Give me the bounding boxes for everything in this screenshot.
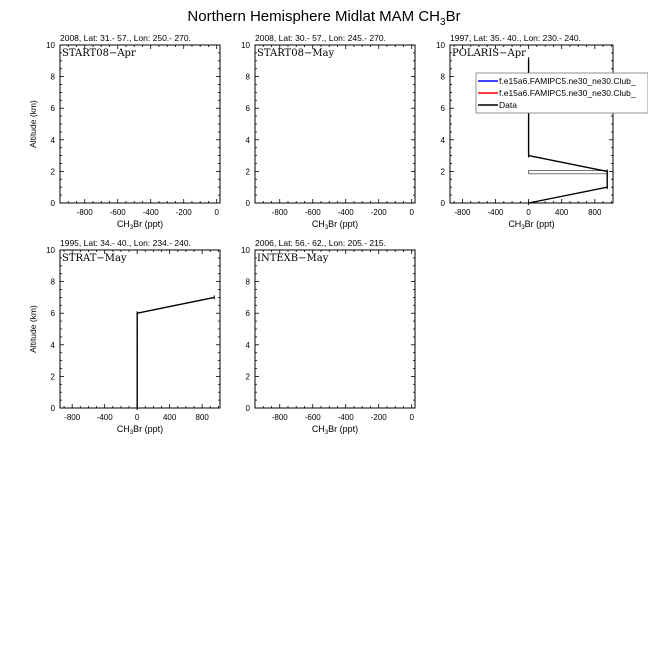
panel-1-ytick-label: 8 xyxy=(50,72,55,82)
panel-2-ytick-label: 0 xyxy=(245,199,250,208)
panel-1-xtick-label: -600 xyxy=(109,208,126,217)
panel-2-ytick-label: 6 xyxy=(245,104,250,114)
panel-2-xtick-label: -200 xyxy=(370,208,387,217)
panel-4-ytick-label: 0 xyxy=(50,404,55,413)
panel-4-xtick-label: 800 xyxy=(195,413,209,422)
panel-4-ylabel: Altitude (km) xyxy=(28,305,38,353)
panel-4-ytick-label: 10 xyxy=(46,246,55,255)
panel-5-xlabel: $CH_3Br$ (ppt) xyxy=(311,424,359,436)
panel-3-frame xyxy=(450,45,613,203)
panel-2-xtick-label: 0 xyxy=(409,208,414,217)
panel-3-ytick-label: 4 xyxy=(440,135,445,145)
panel-5-campaign: INTEXB−May xyxy=(257,253,329,264)
panel-4-series-1-line xyxy=(137,297,214,408)
panel-2-ytick-label: 8 xyxy=(245,72,250,82)
panel-4-frame xyxy=(60,250,220,408)
panel-1-ytick-label: 10 xyxy=(46,41,55,50)
panel-2-xlabel: $CH_3Br$ (ppt) xyxy=(311,219,359,231)
panel-2-ytick-label: 2 xyxy=(245,167,250,177)
panel-3-legend-label: Data xyxy=(499,100,517,110)
panel-3-ytick-label: 8 xyxy=(440,72,445,82)
figure-title-main: Northern Hemisphere Midlat MAM CH xyxy=(187,8,440,25)
panel-5-xtick-label: -600 xyxy=(304,413,321,422)
panel-1-xtick-label: -400 xyxy=(142,208,159,217)
panel-3-header: 1997, Lat: 35.- 40., Lon: 230.- 240. xyxy=(450,33,581,43)
panel-4-ytick-label: 2 xyxy=(50,372,55,382)
panel-3-legend-label: f.e15a6.FAMIPC5.ne30_ne30.Club_ xyxy=(499,88,636,98)
panel-3-campaign: POLARIS−Apr xyxy=(452,48,526,59)
panel-2-xtick-label: -600 xyxy=(304,208,321,217)
panel-3-xtick-label: 0 xyxy=(526,208,531,217)
panel-1-xtick-label: -800 xyxy=(76,208,93,217)
panel-4-xtick-label: -800 xyxy=(64,413,81,422)
panel-5-ytick-label: 4 xyxy=(245,340,250,350)
panel-4-xlabel: $CH_3Br$ (ppt) xyxy=(116,424,164,436)
panel-1-ytick-label: 6 xyxy=(50,104,55,114)
panel-2-ytick-label: 4 xyxy=(245,135,250,145)
panel-4-ytick-label: 8 xyxy=(50,277,55,287)
panel-5-xtick-label: -400 xyxy=(337,413,354,422)
panel-5-ytick-label: 2 xyxy=(245,372,250,382)
panel-3-xtick-label: 400 xyxy=(555,208,569,217)
panel-1-header: 2008, Lat: 31.- 57., Lon: 250.- 270. xyxy=(60,33,191,43)
panel-3-ytick-label: 6 xyxy=(440,104,445,114)
panel-3-xtick-label: -400 xyxy=(487,208,504,217)
panel-4-ytick-label: 4 xyxy=(50,340,55,350)
panel-1-frame xyxy=(60,45,220,203)
panel-4-campaign: STRAT−May xyxy=(62,253,127,264)
figure-title-subscript: 3 xyxy=(440,17,446,28)
panel-1-ytick-label: 0 xyxy=(50,199,55,208)
panel-4-xtick-label: -400 xyxy=(96,413,113,422)
panel-3-legend-label: f.e15a6.FAMIPC5.ne30_ne30.Club_ xyxy=(499,76,636,86)
panel-5-xtick-label: -800 xyxy=(271,413,288,422)
panel-5-ytick-label: 0 xyxy=(245,404,250,413)
panel-1-xtick-label: 0 xyxy=(214,208,219,217)
panel-3-ytick-label: 10 xyxy=(436,41,445,50)
panel-5-ytick-label: 6 xyxy=(245,309,250,319)
panel-1-ytick-label: 2 xyxy=(50,167,55,177)
panel-5-header: 2006, Lat: 56.- 62., Lon: 205.- 215. xyxy=(255,238,386,248)
panel-5-ytick-label: 10 xyxy=(241,246,250,255)
panel-1-xtick-label: -200 xyxy=(175,208,192,217)
panel-3-xtick-label: -800 xyxy=(454,208,471,217)
panel-3-xlabel: $CH_3Br$ (ppt) xyxy=(508,219,555,231)
panel-4-xtick-label: 400 xyxy=(162,413,177,422)
panel-3-ytick-label: 0 xyxy=(440,199,445,208)
panel-1-ytick-label: 4 xyxy=(50,135,55,145)
figure-title-end: Br xyxy=(445,8,461,25)
panel-3-xtick-label: 800 xyxy=(588,208,602,217)
panel-2-frame xyxy=(255,45,415,203)
panel-1-xlabel: $CH_3Br$ (ppt) xyxy=(116,219,164,231)
panel-2-header: 2008, Lat: 30.- 57., Lon: 245.- 270. xyxy=(255,33,386,43)
panel-2-ytick-label: 10 xyxy=(241,41,250,50)
panel-1-ylabel: Altitude (km) xyxy=(28,100,38,148)
panel-5-xtick-label: 0 xyxy=(409,413,414,422)
panel-2-campaign: START08−May xyxy=(257,48,335,59)
panel-5-ytick-label: 8 xyxy=(245,277,250,287)
panel-1-campaign: START08−Apr xyxy=(62,48,136,59)
panel-5-frame xyxy=(255,250,415,408)
panel-3-data-range-box xyxy=(529,171,608,174)
panel-4-header: 1995, Lat: 34.- 40., Lon: 234.- 240. xyxy=(60,238,191,248)
panel-5-xtick-label: -200 xyxy=(370,413,387,422)
panel-2-xtick-label: -800 xyxy=(271,208,288,217)
panel-4-xtick-label: 0 xyxy=(134,413,140,422)
panel-4-ytick-label: 6 xyxy=(50,309,55,319)
panel-3-ytick-label: 2 xyxy=(440,167,445,177)
panel-2-xtick-label: -400 xyxy=(337,208,354,217)
